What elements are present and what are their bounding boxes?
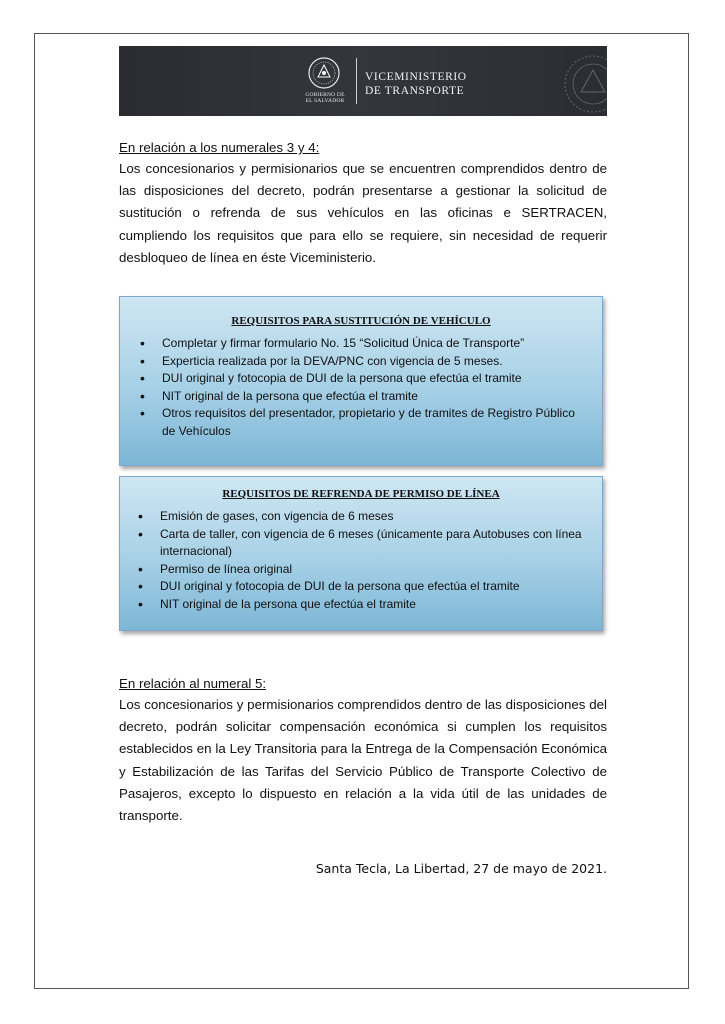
seal-watermark-icon [561,52,607,116]
box-2-title: REQUISITOS DE REFRENDA DE PERMISO DE LÍNEA [222,488,500,500]
place-and-date: Santa Tecla, La Libertad, 27 de mayo de 2021. [315,861,607,876]
ministry-title-line-1: VICEMINISTERIO [365,71,467,83]
requirements-box-renewal [119,476,603,631]
government-label [299,92,351,104]
box-1-title: REQUISITOS PARA SUSTITUCIÓN DE VEHÍCULO [231,315,491,327]
list-item: • NIT original de la persona que efectúa el tramite [162,388,588,406]
requirements-box-substitution [119,296,603,466]
header-banner [119,46,607,116]
section-2-heading: En relación al numeral 5: [119,676,267,691]
list-item: • Completar y firmar formulario No. 15 “Solicitud Única de Transporte” [162,335,588,353]
section-2-paragraph: Los concesionarios y permisionarios comprendidos dentro de las disposiciones del decreto, podrán solicitar compensación económica si cumplen los requisitos establecidos en la Ley Transitoria para la Entrega de la Compensación Económica y Estabilización de las Tarifas del Servicio Público de Transporte Colectivo de Pasajeros, excepto lo dispuesto en relación a la vida útil de las unidades de transporte. [119,697,607,824]
list-item: • DUI original y fotocopia de DUI de la persona que efectúa el tramite [162,370,588,388]
section-1-heading: En relación a los numerales 3 y 4: [119,140,320,155]
ministry-title-line-2: DE TRANSPORTE [365,85,465,97]
box-1-list [120,335,602,440]
gov-line-1: GOBIERNO DE [305,92,345,98]
banner-divider [356,58,357,104]
box-2-list [120,508,602,613]
list-item: • Carta de taller, con vigencia de 6 meses (únicamente para Autobuses con línea internacional) [160,526,588,561]
gov-line-2: EL SALVADOR [305,98,345,104]
list-item: • Emisión de gases, con vigencia de 6 meses [160,508,588,526]
list-item: • Experticia realizada por la DEVA/PNC con vigencia de 5 meses. [162,353,588,371]
list-item: • Permiso de línea original [160,561,588,579]
national-seal-icon [307,56,341,90]
list-item: • Otros requisitos del presentador, propietario y de tramites de Registro Público de Vehículos [162,405,588,440]
list-item: • DUI original y fotocopia de DUI de la persona que efectúa el tramite [160,578,588,596]
section-1-paragraph: Los concesionarios y permisionarios que se encuentren comprendidos dentro de las disposiciones del decreto, podrán presentarse a gestionar la solicitud de sustitución o refrenda de sus vehículos en las oficinas e SERTRACEN, cumpliendo los requisitos que para ello se requiere, sin necesidad de requerir desbloqueo de línea en éste Viceministerio. [119,161,607,265]
list-item: • NIT original de la persona que efectúa el tramite [160,596,588,614]
